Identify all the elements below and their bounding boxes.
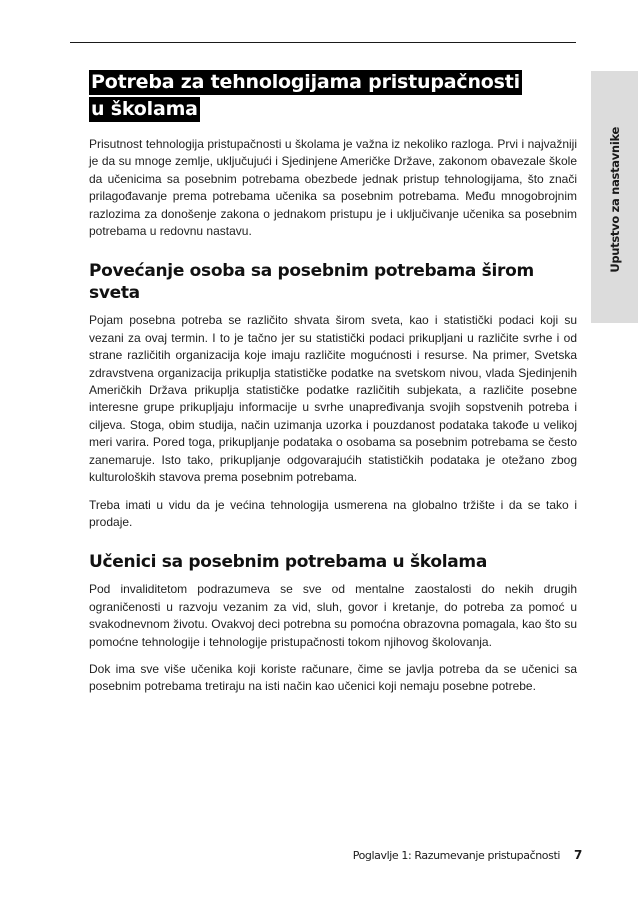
section-heading-growth: Povećanje osoba sa posebnim potrebama širom sveta (89, 261, 534, 304)
intro-paragraph: Prisutnost tehnologija pristupačnosti u školama je važna iz nekoliko razloga. Prvi i najvažniji je da su mnoge zemlje, uključujući i Sjedinjene Američke Države, zakonom obavezale škole da učenicima sa posebnim potrebama obezbede jednak pristup tehnologijama, što znači prilagođavanje prema potrebama učenika sa posebnim potrebama. Među mnogobrojnim razlozima za donošenje zakona o jednakom pristupu je i uključivanje učenika sa posebnim potrebama u redovnu nastavu. (89, 137, 577, 239)
page-title: Potreba za tehnologijama pristupačnosti u školama (91, 71, 520, 120)
header-rule (70, 42, 576, 43)
section-students-paragraph: Dok ima sve više učenika koji koriste računare, čime se javlja potreba da se učenici sa posebnim potrebama tretiraju na isti način kao učenici koji nemaju posebne potrebe. (89, 661, 577, 694)
page-footer (353, 848, 582, 862)
section-growth-paragraph: Treba imati u vidu da je većina tehnologija usmerena na globalno tržište i da se tako i prodaje. (89, 497, 577, 529)
section-heading-students: Učenici sa posebnim potrebama u školama (89, 552, 487, 573)
footer-chapter: Poglavlje 1: Razumevanje pristupačnosti (352, 849, 561, 862)
page-number: 7 (574, 848, 582, 862)
section-growth-paragraph: Pojam posebna potreba se različito shvata širom sveta, kao i statistički podaci koji su vezani za ovaj termin. I to je tačno jer su statistički podaci prikupljani u različite svrhe i od strane različitih organizacija koje imaju različite mogućnosti i resurse. Na primer, Svetska zdravstvena organizacija prikuplja statističke podatke na svetskom nivou, vlada Sjedinjenih Američkih Država prikuplja statističke podatke različitih subjekata, a različite posebne interesne grupe prikupljaju informacije u svrhe unapređivanja svojih sopstvenih potreba i ciljeva. Stoga, obim studija, način uzimanja uzorka i pouzdanost podataka takođe u velikoj meri varira. Pored toga, prikupljanje podataka o osobama sa posebnim potrebama se često zanemaruje. Isto tako, prikupljanje odgovarajućih statističkih podataka je otežano zbog kulturoloških stavova prema posebnim potrebama. (89, 313, 577, 485)
section-students-paragraph: Pod invaliditetom podrazumeva se sve od mentalne zaostalosti do nekih drugih ograničenosti u razvoju vezanim za vid, sluh, govor i kretanje, do potreba za pomoć u svakodnevnom životu. Ovakvoj deci potrebna su pomoćna obrazovna pomagala, kao što su pomoćne tehnologije i tehnologije pristupačnosti tokom njihovog školovanja. (89, 582, 577, 649)
page-content (89, 70, 577, 706)
side-tab-label: Uputstvo za nastavnike (607, 127, 622, 273)
page-title-block (89, 70, 529, 124)
side-tab (591, 71, 638, 323)
